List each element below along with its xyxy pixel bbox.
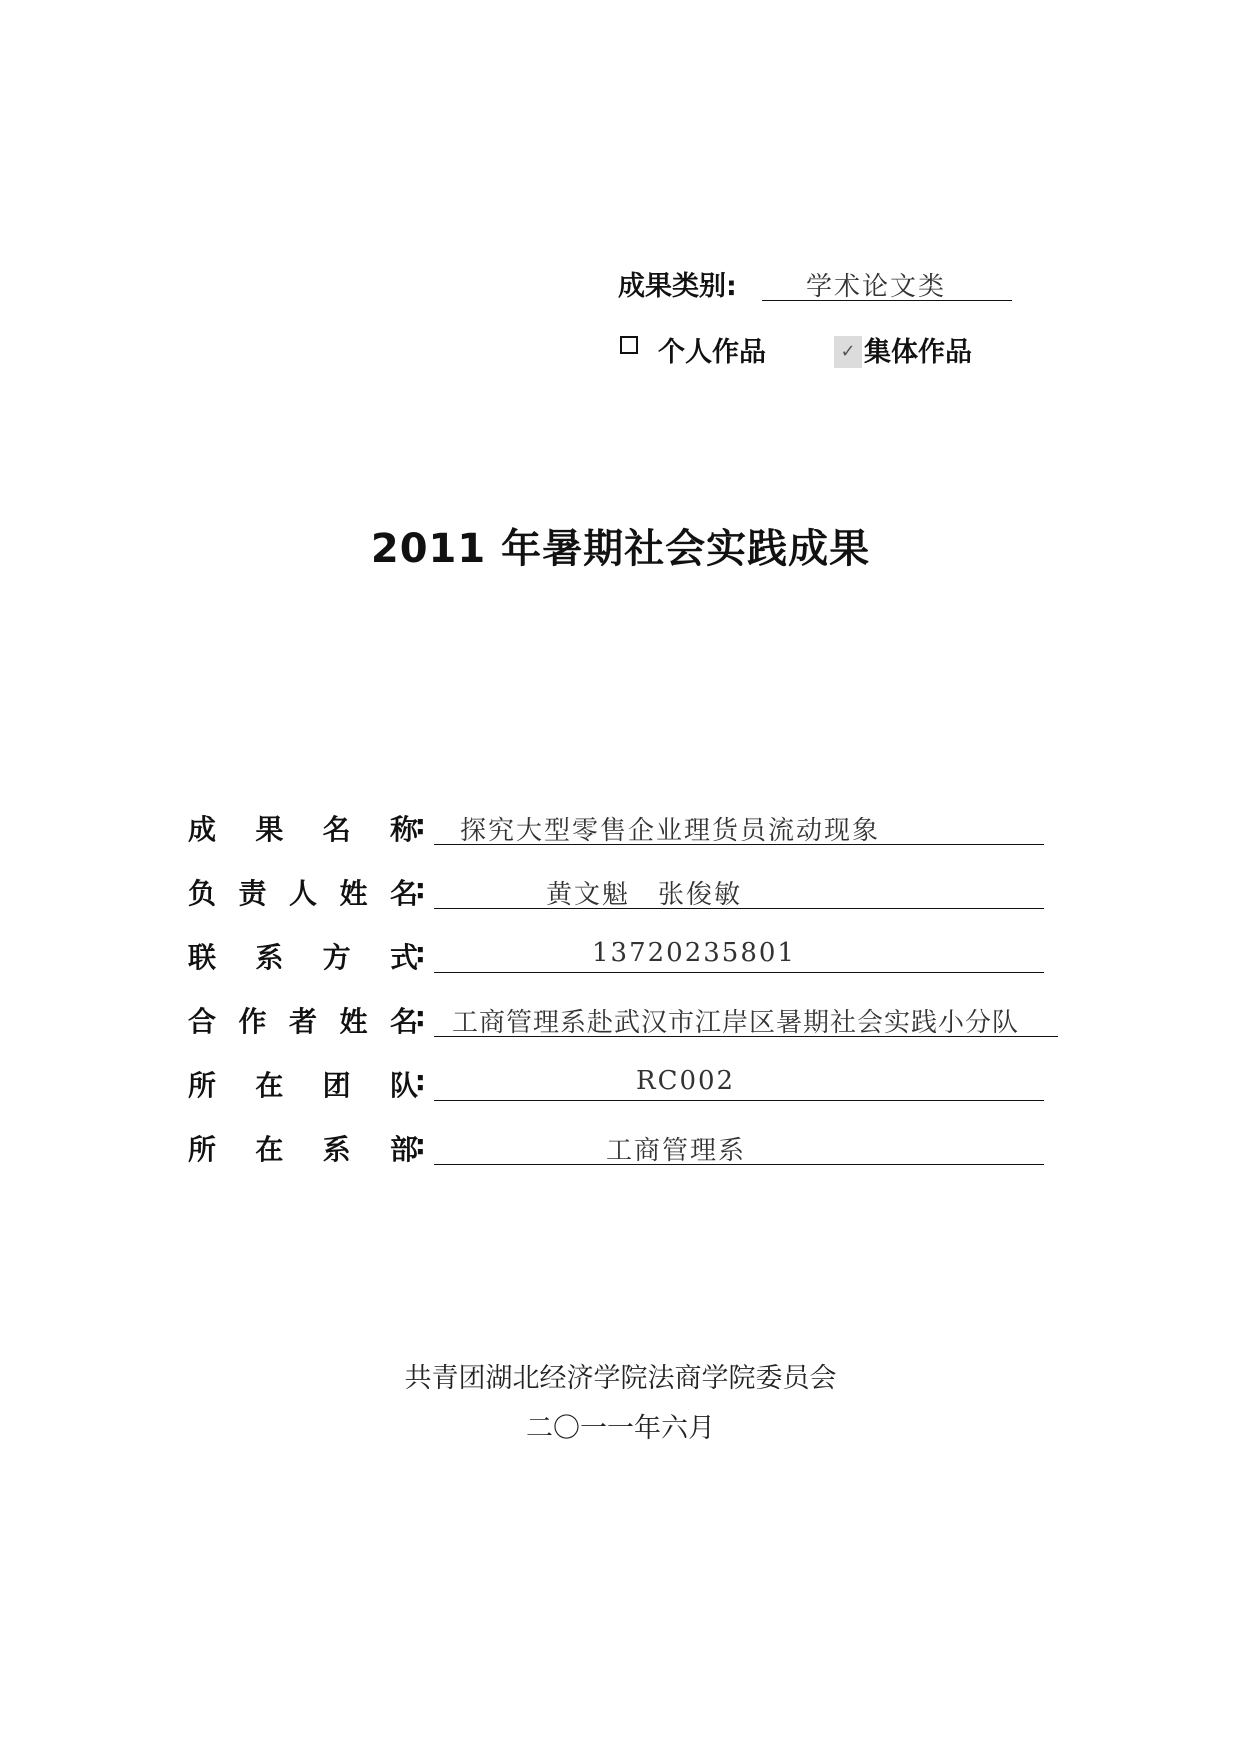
- form-label-achievement-name: 成果名称 :: [188, 808, 426, 846]
- form-label-collaborators: 合作者姓名 :: [188, 1000, 426, 1038]
- collective-work-checkbox[interactable]: [834, 336, 862, 368]
- collective-work-label: 集体作品: [864, 337, 972, 368]
- form-field-contact: [434, 934, 1044, 973]
- form-value-department: 工商管理系: [606, 1136, 747, 1166]
- form-label-contact: 联系方式 :: [188, 936, 426, 974]
- check-icon: ✓: [840, 341, 856, 362]
- form-field-achievement-name: [434, 806, 1044, 845]
- form-value-leader-name: 黄文魁 张俊敏: [546, 880, 743, 910]
- category-value-field: [762, 264, 1012, 301]
- form-field-leader-name: [434, 870, 1044, 909]
- form-label-team: 所在团队 :: [188, 1064, 426, 1102]
- form-field-collaborators: [434, 998, 1058, 1037]
- individual-work-checkbox[interactable]: [620, 336, 638, 354]
- form-label-department: 所在系部 :: [188, 1128, 426, 1166]
- category-label: 成果类别:: [618, 271, 737, 302]
- category-value: 学术论文类: [806, 272, 947, 302]
- form-value-contact: 13720235801: [592, 938, 796, 968]
- individual-work-label: 个人作品: [658, 337, 766, 368]
- footer-date: 二〇一一年六月: [526, 1413, 715, 1444]
- form-value-collaborators: 工商管理系赴武汉市江岸区暑期社会实践小分队: [452, 1008, 1020, 1038]
- form-field-team: [434, 1062, 1044, 1101]
- form-field-department: [434, 1126, 1044, 1165]
- form-value-achievement-name: 探究大型零售企业理货员流动现象: [460, 816, 881, 846]
- document-title: 2011 年暑期社会实践成果: [370, 526, 871, 572]
- form-value-team: RC002: [636, 1066, 736, 1096]
- footer-organization: 共青团湖北经济学院法商学院委员会: [404, 1363, 837, 1394]
- form-label-leader-name: 负责人姓名 :: [188, 872, 426, 910]
